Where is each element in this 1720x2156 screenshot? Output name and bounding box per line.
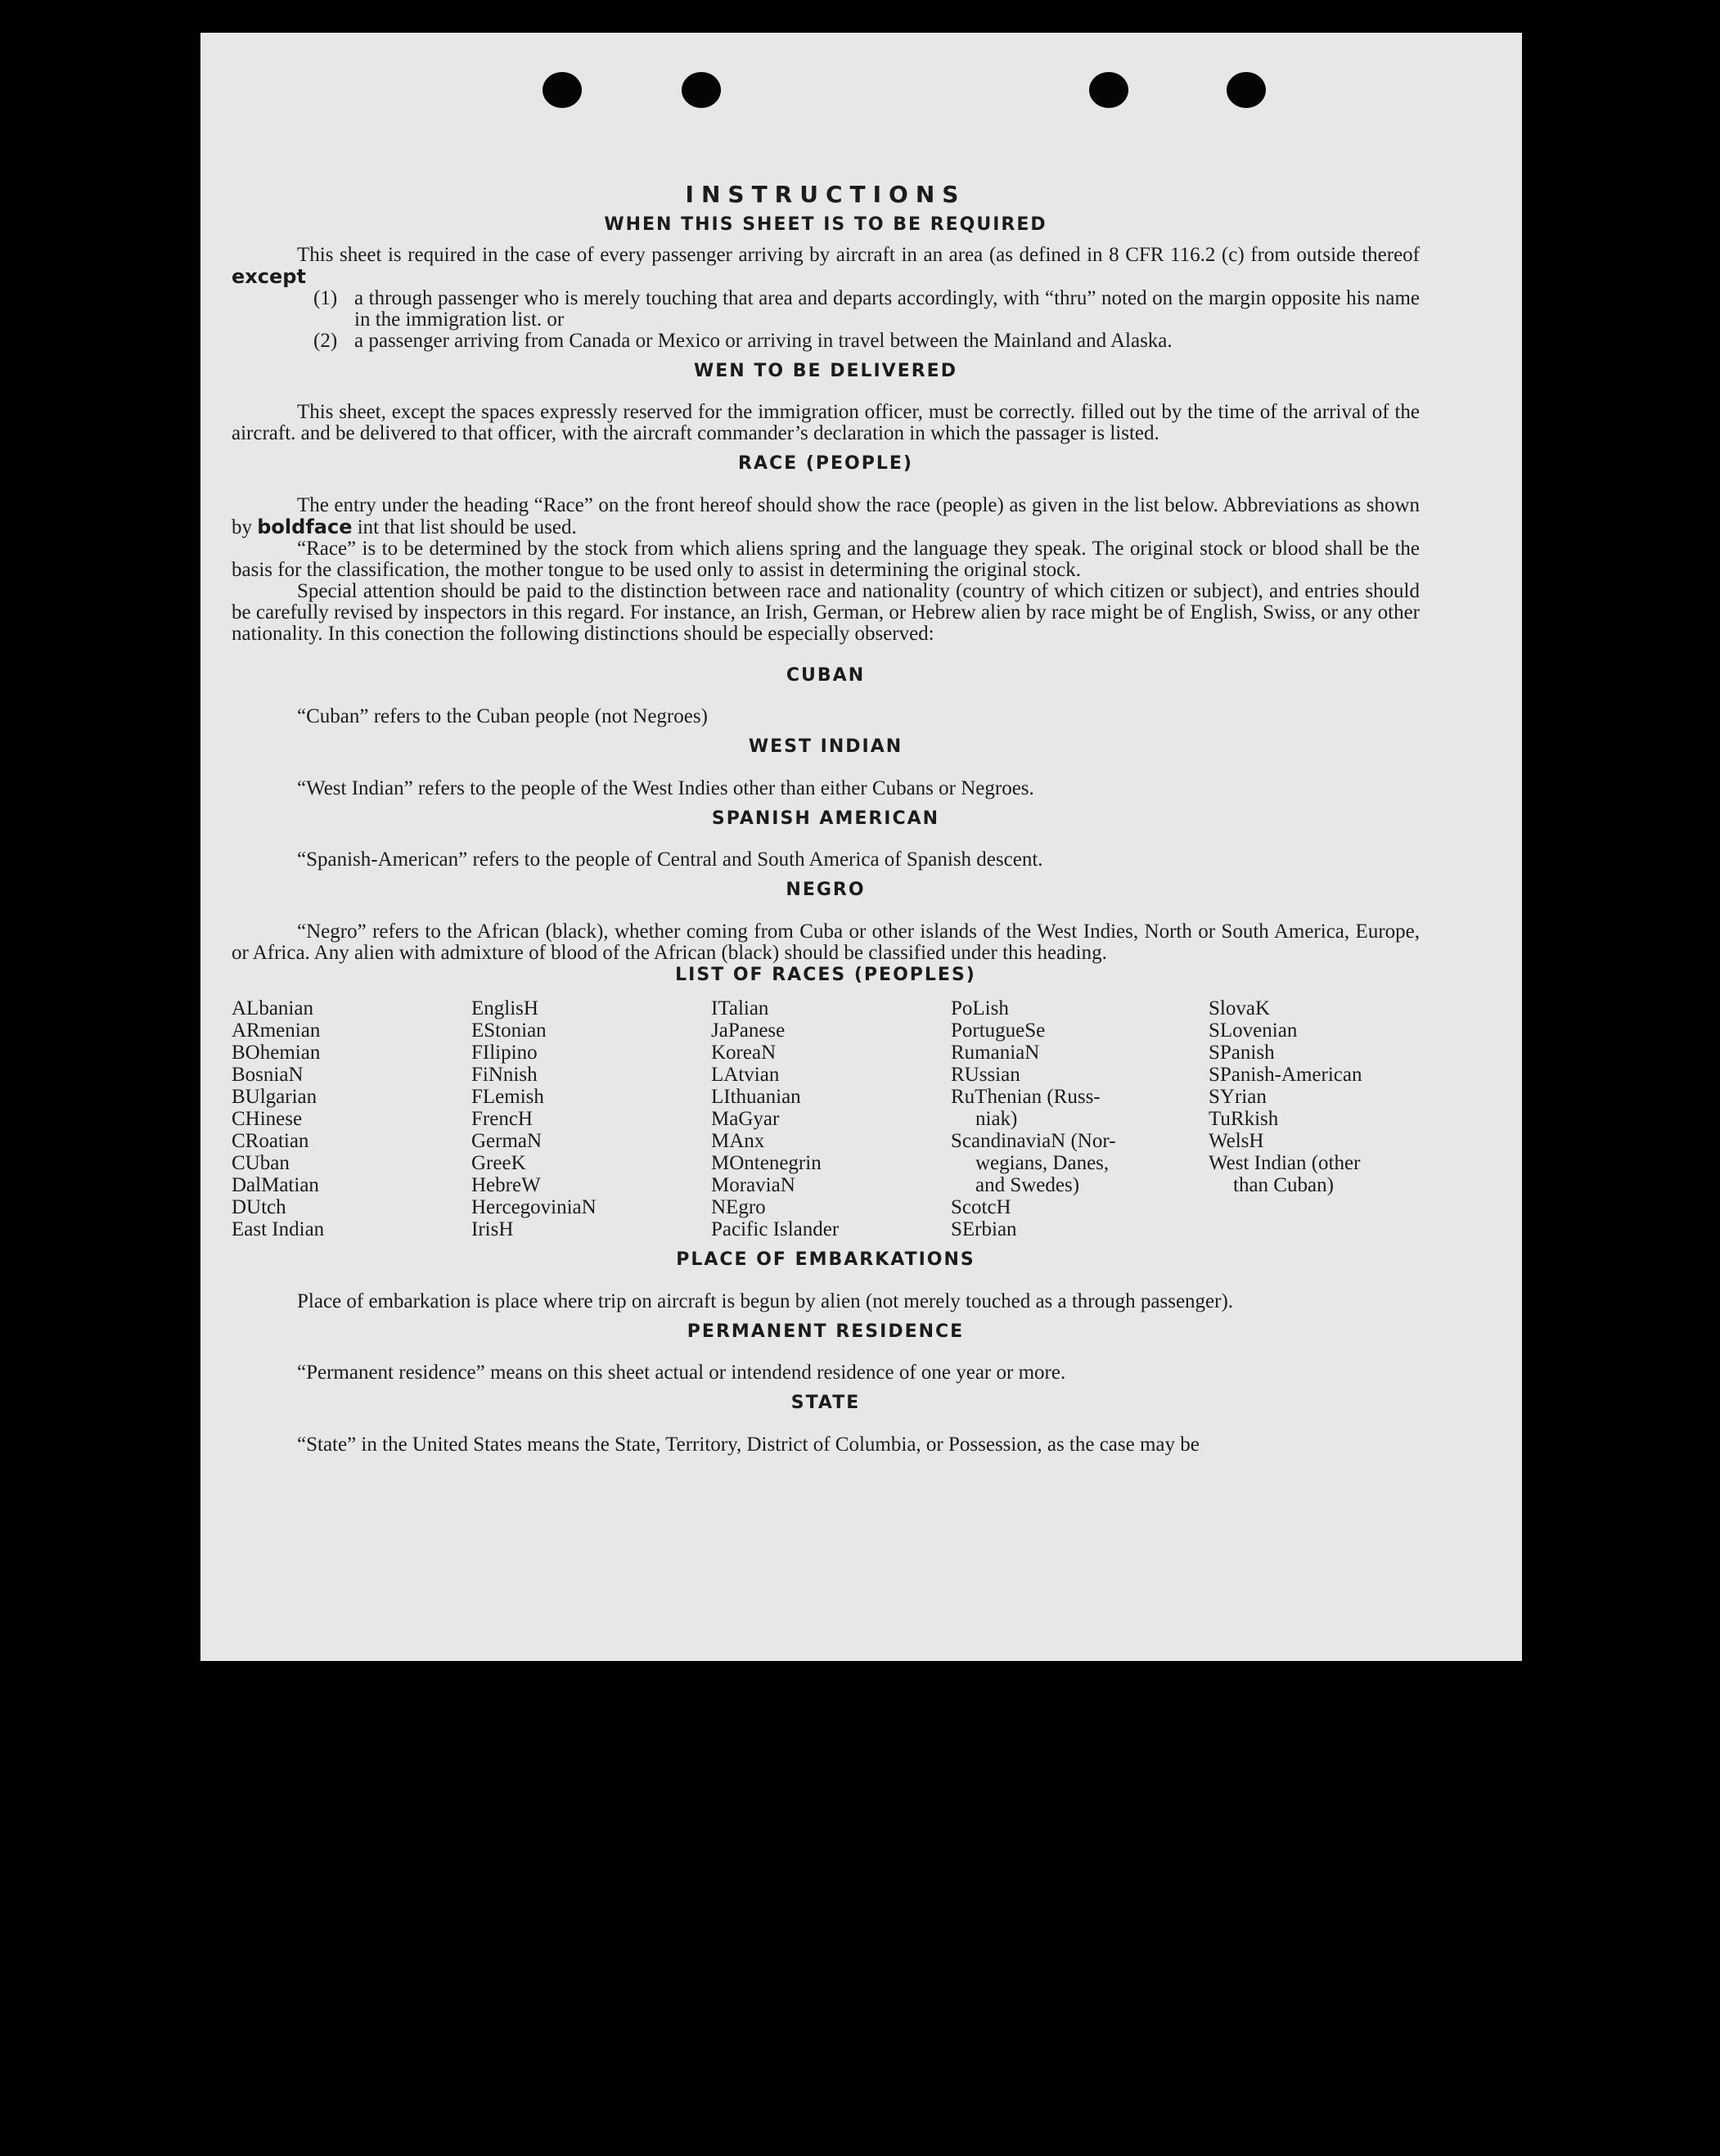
races-column-3 (711, 997, 951, 1240)
race-entry: FrencH (471, 1108, 533, 1130)
race-entry: CUban (232, 1152, 290, 1174)
race-entry: HercegoviniaN (471, 1196, 597, 1218)
punch-hole (1227, 72, 1266, 108)
negro-text: “Negro” refers to the African (black), whether coming from Cuba or other islands of the West Indies, North or South America, Europe, or Africa. Any alien with admixture of blood of the African (black) should be classified under this heading. (232, 920, 1420, 964)
race-entry: SErbian (951, 1218, 1017, 1240)
race-entry: SYrian (1209, 1086, 1267, 1108)
race-entry: BUlgarian (232, 1086, 317, 1108)
race-entry: KoreaN (711, 1042, 777, 1064)
document-page (200, 33, 1522, 1661)
races-column-2 (471, 997, 711, 1240)
race-entry: BOhemian (232, 1042, 321, 1064)
residence-heading: PERMANENT RESIDENCE (687, 1321, 965, 1342)
race-entry: GreeK (471, 1152, 526, 1174)
race-entry: ScotcH (951, 1196, 1011, 1218)
race-entry: NEgro (711, 1196, 766, 1218)
race-entry: HebreW (471, 1174, 541, 1196)
race-entry: Pacific Islander (711, 1218, 840, 1240)
state-heading: STATE (790, 1393, 861, 1413)
race-entry: PoLish (951, 997, 1009, 1019)
race-entry: than Cuban) (1233, 1174, 1334, 1196)
race-entry: PortugueSe (951, 1019, 1046, 1042)
race-entry: ALbanian (232, 997, 313, 1019)
punch-hole (1089, 72, 1128, 108)
race-entry: MaGyar (711, 1108, 780, 1130)
race-entry: niak) (975, 1108, 1018, 1130)
race-entry: and Swedes) (975, 1174, 1080, 1196)
race-entry: MAnx (711, 1130, 765, 1152)
cuban-text: “Cuban” refers to the Cuban people (not Negroes) (297, 705, 708, 727)
exception-item: (2) a passenger arriving from Canada or Mexico or arriving in travel between the Mainland and Alaska. (313, 329, 1173, 352)
race-entry: EStonian (471, 1019, 547, 1042)
race-entry: WelsH (1209, 1130, 1264, 1152)
boldface-bold: boldface (257, 515, 353, 538)
race-entry: SPanish-American (1209, 1064, 1362, 1086)
except-bold: except (232, 264, 306, 288)
delivered-text: This sheet, except the spaces expressly reserved for the immigration officer, must be correctly. filled out by the time of the arrival of the aircraft. and be delivered to that officer, with the aircraft commander’s declaration in which the passager is listed. (232, 401, 1420, 444)
race-entry: SlovaK (1209, 997, 1270, 1019)
races-column-5 (1209, 997, 1420, 1240)
west-indian-heading: WEST INDIAN (748, 736, 903, 757)
races-column-4 (951, 997, 1209, 1240)
race-entry: wegians, Danes, (975, 1152, 1110, 1174)
race-heading: RACE (PEOPLE) (738, 453, 913, 474)
race-entry: LAtvian (711, 1064, 780, 1086)
race-entry: TuRkish (1209, 1108, 1279, 1130)
race-entry: BosniaN (232, 1064, 304, 1086)
race-entry: CHinese (232, 1108, 303, 1130)
residence-text: “Permanent residence” means on this sheet actual or intendend residence of one year or more. (297, 1362, 1066, 1384)
negro-heading: NEGRO (786, 880, 866, 900)
spanish-american-heading: SPANISH AMERICAN (711, 808, 940, 829)
embarkation-text: Place of embarkation is place where trip on aircraft is begun by alien (not merely touched as a through passenger). (297, 1290, 1234, 1312)
embarkation-heading: PLACE OF EMBARKATIONS (676, 1249, 975, 1270)
delivered-heading: WEN TO BE DELIVERED (694, 360, 957, 381)
races-column-1 (232, 997, 471, 1240)
race-entry: SLovenian (1209, 1019, 1298, 1042)
race-entry: IrisH (471, 1218, 514, 1240)
race-paragraph-3: Special attention should be paid to the distinction between race and nationality (country of which citizen or subject), and entries should be carefully revised by inspectors in this regard. For instance, an Irish, German, or Hebrew alien by race might be of English, Swiss, or any other nationality. In this conection the following distinctions should be especially observed: (232, 579, 1420, 645)
race-entry: RUssian (951, 1064, 1020, 1086)
cuban-heading: CUBAN (786, 664, 866, 686)
page-title: INSTRUCTIONS (685, 181, 966, 208)
race-entry: MoraviaN (711, 1174, 795, 1196)
state-text: “State” in the United States means the State, Territory, District of Columbia, or Possession, as the case may be (297, 1433, 1200, 1456)
exception-item: (1) a through passenger who is merely touching that area and departs accordingly, with “thru” noted on the margin opposite his name in the immigration list. or (313, 286, 1420, 331)
race-paragraph-2: “Race” is to be determined by the stock from which aliens spring and the language they speak. The original stock or blood shall be the basis for the classification, the mother tongue to be used only to assist in determining the original stock. (232, 537, 1420, 581)
race-entry: JaPanese (711, 1019, 786, 1042)
race-entry: FiNnish (471, 1064, 538, 1086)
race-entry: ScandinaviaN (Nor- (951, 1130, 1116, 1152)
races-list (232, 997, 1420, 1240)
race-entry: GermaN (471, 1130, 543, 1152)
instructions-content (232, 147, 1420, 1456)
punch-hole (543, 72, 582, 108)
race-entry: ITalian (711, 997, 769, 1019)
when-required-intro: This sheet is required in the case of every passenger arriving by aircraft in an area (as defined in 8 CFR 116.2 (c) from outside thereof except (232, 243, 1420, 288)
punch-hole (682, 72, 721, 108)
race-entry: ARmenian (232, 1019, 321, 1042)
spanish-american-text: “Spanish-American” refers to the people of Central and South America of Spanish descent. (297, 848, 1043, 871)
race-entry: LIthuanian (711, 1086, 801, 1108)
race-paragraph-1: The entry under the heading “Race” on the front hereof should show the race (people) as given in the list below. Abbreviations as shown by boldface int that list should be used. (232, 493, 1420, 538)
race-entry: SPanish (1209, 1042, 1275, 1064)
race-entry: RuThenian (Russ- (951, 1086, 1101, 1108)
west-indian-text: “West Indian” refers to the people of the West Indies other than either Cubans or Negroes. (297, 776, 1034, 799)
race-entry: CRoatian (232, 1130, 309, 1152)
race-entry: EnglisH (471, 997, 538, 1019)
race-entry: FIlipino (471, 1042, 538, 1064)
race-entry: DalMatian (232, 1174, 319, 1196)
when-required-heading: WHEN THIS SHEET IS TO BE REQUIRED (604, 214, 1047, 235)
list-of-races-heading: LIST OF RACES (PEOPLES) (675, 964, 976, 985)
race-entry: West Indian (other (1209, 1152, 1361, 1174)
race-entry: MOntenegrin (711, 1152, 822, 1174)
race-entry: FLemish (471, 1086, 544, 1108)
race-entry: East Indian (232, 1218, 325, 1240)
race-entry: DUtch (232, 1196, 286, 1218)
race-entry: RumaniaN (951, 1042, 1040, 1064)
